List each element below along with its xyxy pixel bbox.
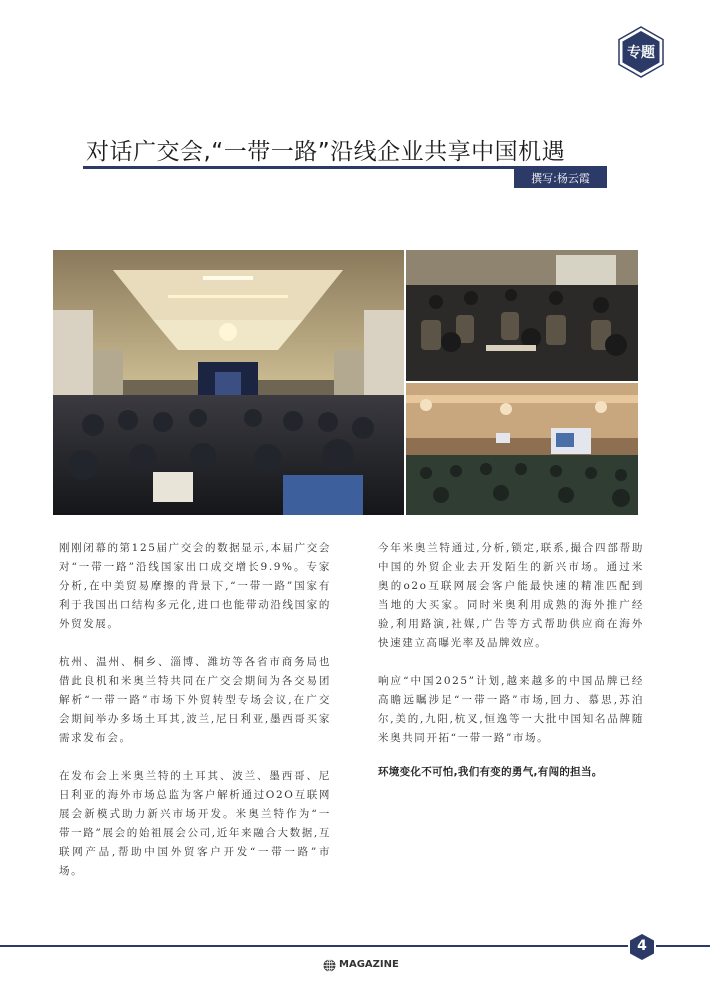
article-title: 对话广交会,“一带一路”沿线企业共享中国机遇	[86, 139, 566, 165]
footer-divider	[656, 945, 710, 947]
closing-statement: 环境变化不可怕,我们有变的勇气,有闯的担当。	[378, 766, 603, 778]
magazine-brand: MAGAZINE	[339, 959, 399, 970]
right-text-column	[378, 539, 644, 782]
paragraph: 今年米奥兰特通过,分析,锁定,联系,撮合四部帮助中国的外贸企业去开发陌生的新兴市场。通过米奥的o2o互联网展会客户能最快速的精准匹配到当地的大买家。同时米奥利用成熟的海外推广经验,利用路演,社媒,广告等方式帮助供应商在海外快速建立高曝光率及品牌效应。	[378, 542, 644, 649]
paragraph: 响应“中国2025”计划,越来越多的中国品牌已经高瞻远瞩涉足“一带一路”市场,回力、慕思,苏泊尔,美的,九阳,杭叉,恒逸等一大批中国知名品牌随米奥共同开拓“一带一路”市场。	[378, 675, 644, 744]
paragraph: 杭州、温州、桐乡、淄博、潍坊等各省市商务局也借此良机和米奥兰特共同在广交会期间为各交易团解析“一带一路”市场下外贸转型专场会议,在广交会期间举办多场土耳其,波兰,尼日利亚,墨西哥买家需求发布会。	[59, 656, 331, 744]
globe-icon	[323, 959, 336, 972]
topic-badge	[617, 26, 665, 78]
conference-hall-photo	[53, 250, 404, 515]
meeting-room-photo	[406, 383, 638, 515]
page-number: 4	[637, 938, 647, 954]
seminar-audience-photo	[406, 250, 638, 381]
topic-badge-label: 专题	[627, 45, 655, 61]
author-tag: 撰写:杨云霞	[514, 169, 607, 188]
left-text-column	[59, 539, 331, 900]
paragraph: 在发布会上米奥兰特的土耳其、波兰、墨西哥、尼日利亚的海外市场总监为客户解析通过O2O互联网展会新模式助力新兴市场开发。米奥兰特作为“一带一路”展会的始祖展会公司,近年来融合大数据,互联网产品,帮助中国外贸客户开发“一带一路”市场。	[59, 770, 331, 877]
paragraph: 刚刚闭幕的第125届广交会的数据显示,本届广交会对“一带一路”沿线国家出口成交增长9.9%。专家分析,在中美贸易摩擦的背景下,“一带一路”国家有利于我国出口结构多元化,进口也能带动沿线国家的外贸发展。	[59, 542, 331, 630]
footer-divider	[0, 945, 628, 947]
